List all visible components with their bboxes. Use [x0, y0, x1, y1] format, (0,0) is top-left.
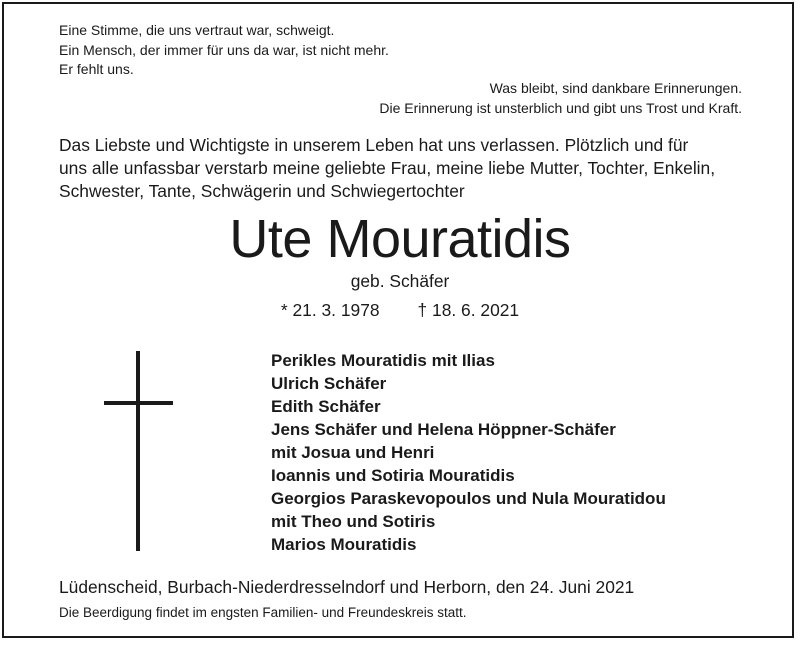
birth-name: geb. Schäfer — [350, 271, 450, 291]
mourner-entry — [271, 464, 666, 487]
poem-line: Was bleibt, sind dankbare Erinnerungen. — [489, 80, 742, 96]
life-dates — [0, 299, 800, 321]
birth-date: * 21. 3. 1978 — [280, 300, 380, 320]
mourner-line: Edith Schäfer — [271, 397, 381, 416]
poem-left — [59, 21, 389, 80]
intro-line: Das Liebste und Wichtigste in unserem Leben hat uns verlassen. Plötzlich und für — [59, 135, 689, 155]
mourner-entry — [271, 533, 666, 556]
mourner-entry — [271, 487, 666, 533]
mourner-entry — [271, 349, 666, 372]
mourner-entry — [271, 372, 666, 395]
intro-line: Schwester, Tante, Schwägerin und Schwiegertochter — [59, 181, 465, 201]
mourner-line: mit Josua und Henri — [271, 443, 435, 462]
mourner-line: Georgios Paraskevopoulos und Nula Mouratidou — [271, 489, 666, 508]
funeral-note: Die Beerdigung findet im engsten Familien- und Freundeskreis statt. — [59, 605, 467, 620]
mourner-entry — [271, 418, 666, 464]
mourner-line: Ulrich Schäfer — [271, 374, 387, 393]
mourner-line: Jens Schäfer und Helena Höppner-Schäfer — [271, 420, 616, 439]
intro-text — [59, 134, 743, 203]
mourner-entry — [271, 395, 666, 418]
cross-horizontal-bar — [104, 401, 173, 405]
poem-line: Ein Mensch, der immer für uns da war, ist nicht mehr. — [59, 41, 389, 58]
poem-line: Er fehlt uns. — [59, 61, 134, 77]
cross-vertical-bar — [136, 351, 140, 551]
mourner-line: mit Theo und Sotiris — [271, 512, 436, 531]
mourner-line: Ioannis und Sotiria Mouratidis — [271, 466, 515, 485]
death-date: † 18. 6. 2021 — [417, 300, 520, 320]
poem-line: Eine Stimme, die uns vertraut war, schweigt. — [59, 22, 335, 38]
mourner-line: Perikles Mouratidis mit Ilias — [271, 351, 495, 370]
mourners-list — [271, 349, 666, 556]
mourner-line: Marios Mouratidis — [271, 535, 417, 554]
intro-line: uns alle unfassbar verstarb meine geliebte Frau, meine liebe Mutter, Tochter, Enkelin, — [59, 158, 716, 178]
poem-line: Die Erinnerung ist unsterblich und gibt uns Trost und Kraft. — [379, 99, 742, 116]
deceased-name: Ute Mouratidis — [229, 209, 571, 269]
place-and-date: Lüdenscheid, Burbach-Niederdresselndorf und Herborn, den 24. Juni 2021 — [59, 577, 635, 597]
poem-right — [379, 79, 742, 118]
